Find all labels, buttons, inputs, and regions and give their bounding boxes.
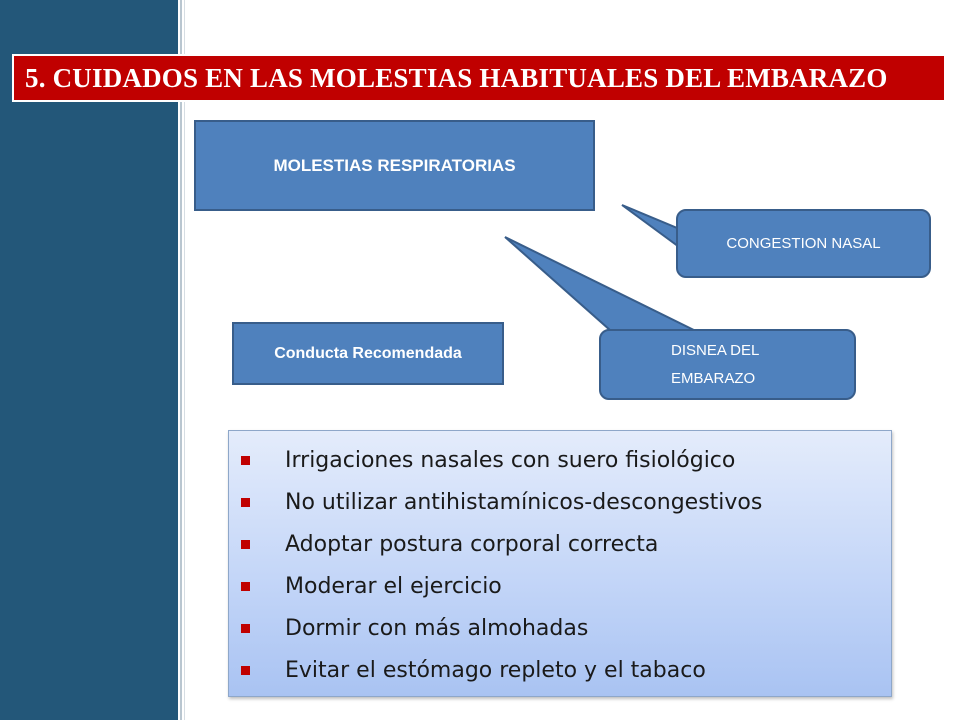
list-item	[239, 649, 891, 691]
congestion-nasal-callout	[676, 209, 931, 278]
list-item-text: Moderar el ejercicio	[285, 573, 502, 599]
square-bullet-icon	[241, 540, 250, 549]
square-bullet-icon	[241, 456, 250, 465]
list-item-text: Evitar el estómago repleto y el tabaco	[285, 657, 706, 683]
square-bullet-icon	[241, 582, 250, 591]
list-item	[239, 565, 891, 607]
list-item	[239, 439, 891, 481]
square-bullet-icon	[241, 498, 250, 507]
recommendations-panel	[228, 430, 892, 697]
square-bullet-icon	[241, 666, 250, 675]
list-item	[239, 607, 891, 649]
square-bullet-icon	[241, 624, 250, 633]
disnea-callout	[599, 329, 856, 400]
molestias-respiratorias-box	[194, 120, 595, 211]
slide-title: 5. CUIDADOS EN LAS MOLESTIAS HABITUALES DEL EMBARAZO	[25, 62, 888, 93]
list-item-text: Adoptar postura corporal correcta	[285, 531, 659, 557]
list-item-text: Dormir con más almohadas	[285, 615, 589, 641]
conducta-label: Conducta Recomendada	[274, 344, 462, 362]
list-item-text: Irrigaciones nasales con suero fisiológico	[285, 447, 736, 473]
list-item	[239, 523, 891, 565]
list-item-text: No utilizar antihistamínicos-descongestivos	[285, 489, 763, 515]
disnea-label: DISNEA DEL EMBARAZO	[671, 341, 759, 387]
congestion-label: CONGESTION NASAL	[726, 235, 881, 252]
list-item	[239, 481, 891, 523]
main-box-label: MOLESTIAS RESPIRATORIAS	[273, 155, 516, 175]
conducta-recomendada-box	[232, 322, 504, 385]
recommendations-list	[229, 431, 891, 691]
